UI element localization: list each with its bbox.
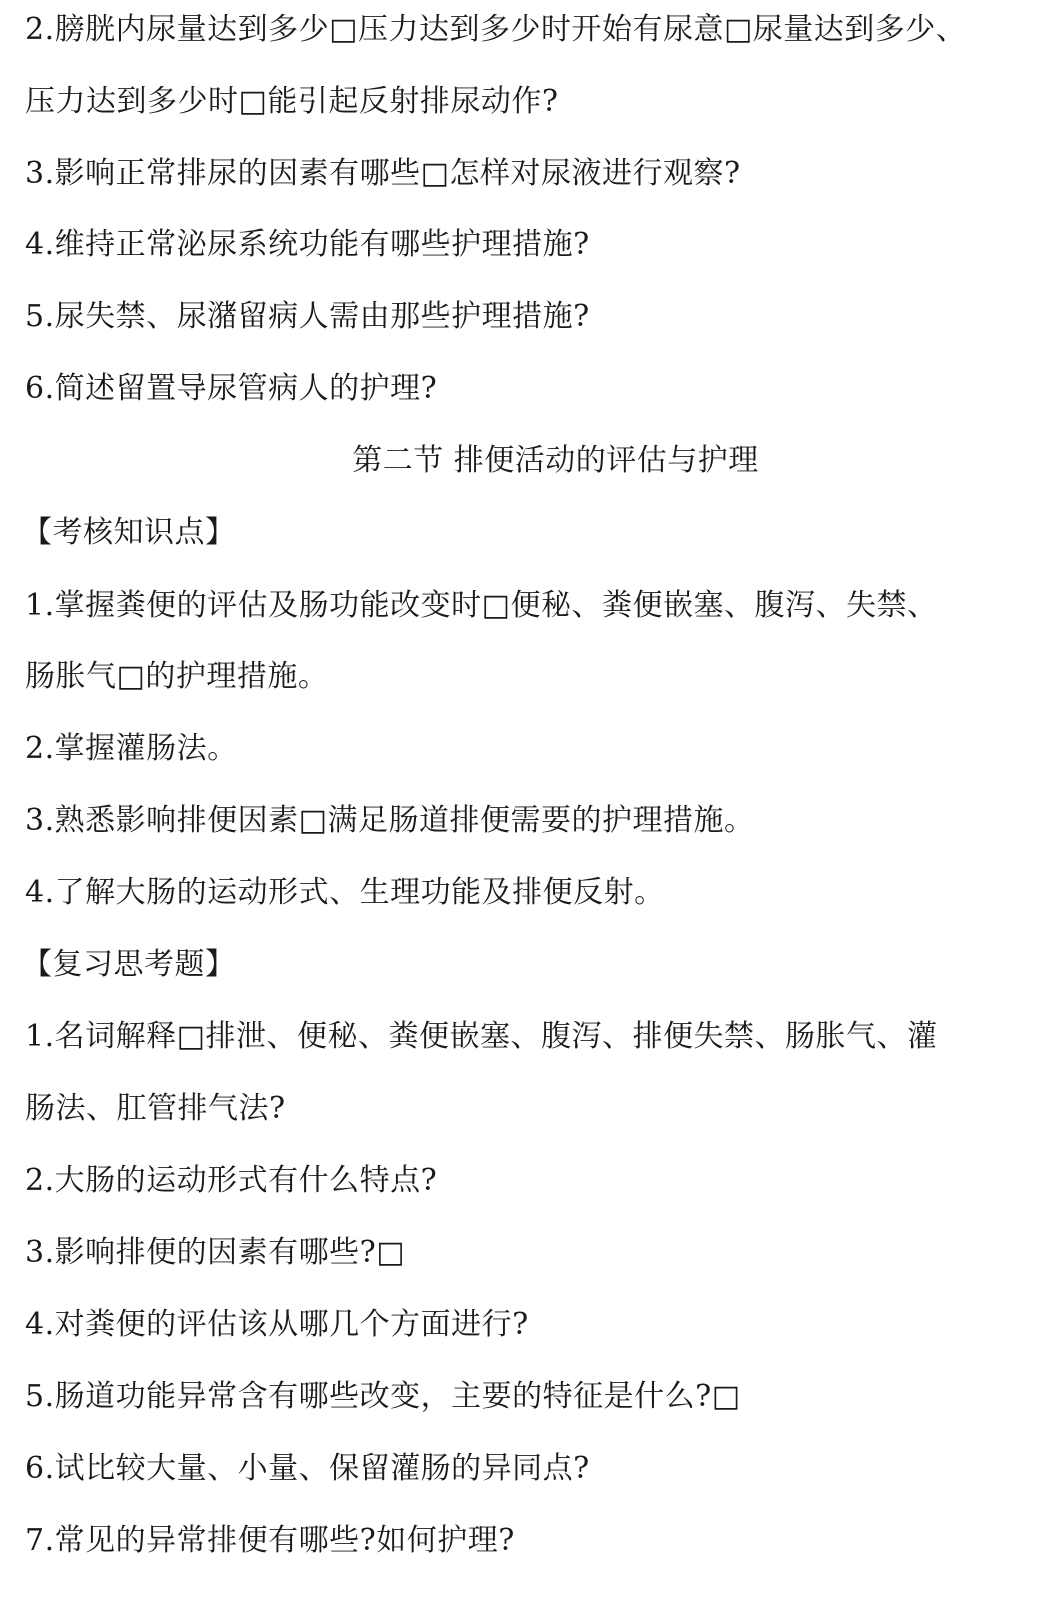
question-2-line-2: 压力达到多少时□能引起反射排尿动作? xyxy=(25,84,559,119)
knowledge-point-2: 2.掌握灌肠法。 xyxy=(25,731,238,766)
question-6: 6.简述留置导尿管病人的护理? xyxy=(25,371,438,406)
review-question-6: 6.试比较大量、小量、保留灌肠的异同点? xyxy=(25,1451,590,1486)
review-question-2: 2.大肠的运动形式有什么特点? xyxy=(25,1163,438,1198)
question-3: 3.影响正常排尿的因素有哪些□怎样对尿液进行观察? xyxy=(25,156,741,191)
knowledge-point-1-line-1: 1.掌握粪便的评估及肠功能改变时□便秘、粪便嵌塞、腹泻、失禁、 xyxy=(25,588,938,623)
review-question-3: 3.影响排便的因素有哪些?□ xyxy=(25,1235,406,1270)
review-question-7: 7.常见的异常排便有哪些?如何护理? xyxy=(25,1523,515,1558)
question-4: 4.维持正常泌尿系统功能有哪些护理措施? xyxy=(25,227,590,262)
knowledge-points-label: 【考核知识点】 xyxy=(22,515,236,550)
knowledge-point-3: 3.熟悉影响排便因素□满足肠道排便需要的护理措施。 xyxy=(25,803,755,838)
question-5: 5.尿失禁、尿潴留病人需由那些护理措施? xyxy=(25,299,590,334)
review-question-1-line-1: 1.名词解释□排泄、便秘、粪便嵌塞、腹泻、排便失禁、肠胀气、灌 xyxy=(25,1019,938,1054)
review-question-5: 5.肠道功能异常含有哪些改变，主要的特征是什么?□ xyxy=(25,1379,741,1414)
question-2-line-1: 2.膀胱内尿量达到多少□压力达到多少时开始有尿意□尿量达到多少、 xyxy=(25,12,967,47)
knowledge-point-4: 4.了解大肠的运动形式、生理功能及排便反射。 xyxy=(25,875,665,910)
review-question-4: 4.对粪便的评估该从哪几个方面进行? xyxy=(25,1307,529,1342)
section-heading: 第二节 排便活动的评估与护理 xyxy=(352,443,759,478)
review-questions-label: 【复习思考题】 xyxy=(22,947,236,982)
review-question-1-line-2: 肠法、肛管排气法? xyxy=(25,1091,286,1126)
knowledge-point-1-line-2: 肠胀气□的护理措施。 xyxy=(25,659,329,694)
